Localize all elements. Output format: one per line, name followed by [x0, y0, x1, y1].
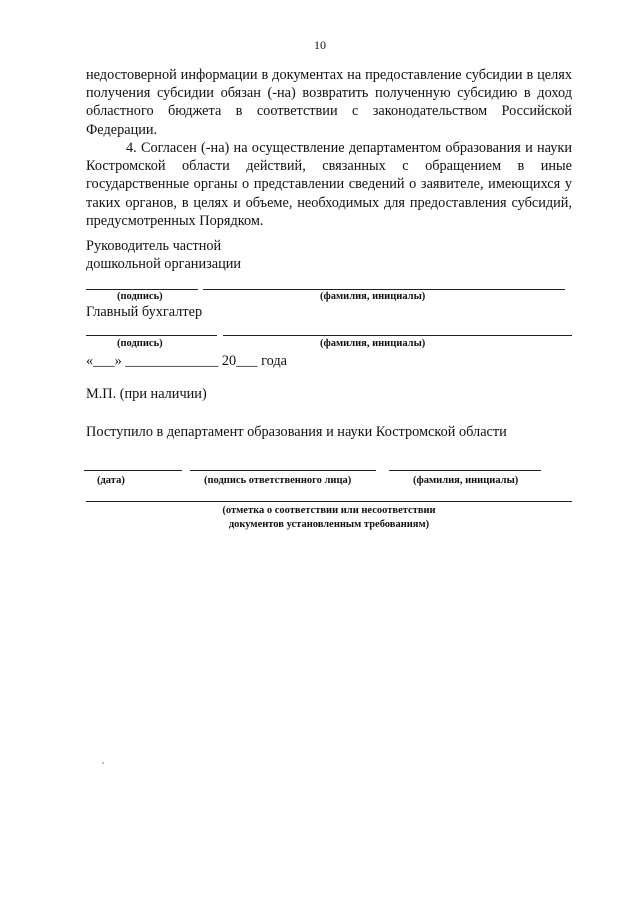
head-signature-line: [86, 289, 198, 290]
receipt-caption-responsible-signature: (подпись ответственного лица): [204, 475, 352, 486]
page-number: 10: [314, 38, 326, 52]
receipt-signature-line: [190, 470, 376, 471]
receipt-caption-name: (фамилия, инициалы): [413, 475, 519, 486]
compliance-note-line1: (отметка о соответствии или несоответствии: [222, 505, 436, 516]
paragraph-item-4: [86, 139, 572, 230]
accountant-name-line: [223, 335, 572, 336]
scan-speck: [102, 762, 104, 764]
head-label-line1: Руководитель частной: [86, 238, 222, 254]
head-name-line: [203, 289, 565, 290]
receipt-caption-date: (дата): [97, 475, 125, 486]
accountant-label: Главный бухгалтер: [86, 304, 203, 320]
compliance-note-line2: документов установленным требованиям): [228, 519, 430, 530]
paragraph-continuation-text: недостоверной информации в документах на предоставление субсидии в целях получения субсидии обязан (-на) возвратить полученную субсидию в доход областного бюджета в соответствии с законодательством Российской Федерации.: [86, 67, 572, 138]
paragraph-continuation: [86, 66, 572, 139]
head-caption-signature: (подпись): [117, 291, 163, 302]
receipt-date-line: [84, 470, 182, 471]
accountant-caption-signature: (подпись): [117, 338, 163, 349]
stamp-label: М.П. (при наличии): [86, 386, 207, 402]
head-caption-name: (фамилия, инициалы): [320, 291, 426, 302]
paragraph-item-4-text: 4. Согласен (-на) на осуществление департаментом образования и науки Костромской области действий, связанных с обращением в иные государственные органы о представлении сведений о заявителе, имеющихся у таких органов, в целях и объеме, необходимых для предоставления субсидий, предусмотренных Порядком.: [86, 140, 572, 229]
receipt-heading: Поступило в департамент образования и науки Костромской области: [86, 424, 507, 440]
accountant-signature-line: [86, 335, 217, 336]
accountant-caption-name: (фамилия, инициалы): [320, 338, 426, 349]
head-label-line2: дошкольной организации: [86, 256, 242, 272]
compliance-note-line: [86, 501, 572, 502]
date-line: «___» _____________ 20___ года: [86, 353, 288, 369]
receipt-name-line: [389, 470, 541, 471]
